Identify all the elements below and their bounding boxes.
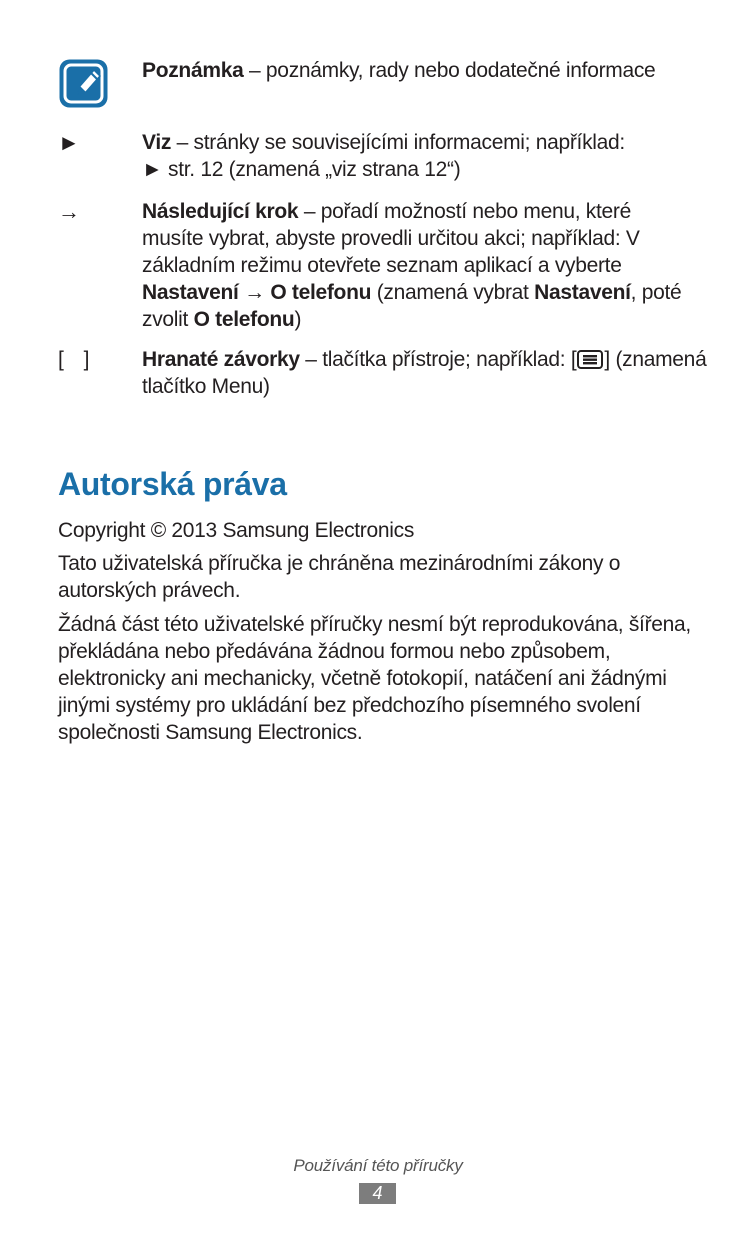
next-step-desc: – pořadí možností nebo menu, které musíte vybrat, abyste provedli určitou akci; například: V základním režimu otevřete seznam aplikací a vyberte: [142, 200, 640, 277]
section-title: Autorská práva: [58, 466, 287, 502]
brackets-desc: – tlačítka přístroje; například: [: [299, 348, 577, 371]
brackets-desc-end: ] (znamená tlačítko Menu): [142, 348, 707, 398]
copyright-paragraph-1: Tato uživatelská příručka je chráněna mezinárodními zákony o autorských právech.: [58, 552, 621, 602]
copyright-line: Copyright © 2013 Samsung Electronics: [58, 519, 415, 542]
note-description: [142, 57, 712, 84]
next-step-arrow: →: [238, 281, 271, 304]
note-desc: – poznámky, rady nebo dodatečné informace: [243, 59, 656, 82]
copyright-paragraph-2: Žádná část této uživatelské příručky nesmí být reprodukována, šířena, překládána nebo předávána žádnou formou nebo způsobem, elektronicky ani mechanicky, včetně fotokopií, natáčení ani žádnými jinými systémy pro ukládání bez předchozího písemného svolení společnosti Samsung Electronics.: [58, 613, 691, 744]
menu-key-icon: [577, 350, 603, 369]
see-desc: – stránky se souvisejícími informacemi; například:: [171, 131, 625, 154]
next-step-end: ): [294, 308, 302, 331]
brackets-description: [142, 346, 712, 400]
next-step-mid2: , poté zvolit: [142, 281, 682, 331]
note-term: Poznámka: [142, 59, 244, 82]
page-number: 4: [359, 1183, 396, 1204]
next-step-item-about-2: O telefonu: [193, 308, 295, 331]
next-step-description: [142, 198, 682, 333]
brackets-term: Hranaté závorky: [142, 348, 300, 371]
brackets-marker: [ ]: [58, 348, 90, 371]
see-example: ► str. 12 (znamená „viz strana 12“): [142, 158, 461, 181]
next-step-marker: →: [58, 199, 80, 224]
next-step-item-about: O telefonu: [270, 281, 372, 304]
see-description: [142, 129, 712, 183]
next-step-mid: (znamená vybrat: [371, 281, 535, 304]
note-pencil-icon: [58, 58, 109, 109]
next-step-term: Následující krok: [142, 200, 299, 223]
next-step-item-settings-2: Nastavení: [534, 281, 631, 304]
footer-section-title: Používání této příručky: [293, 1156, 463, 1175]
see-term: Viz: [142, 131, 172, 154]
see-marker: ►: [58, 130, 80, 155]
next-step-item-settings: Nastavení: [142, 281, 239, 304]
